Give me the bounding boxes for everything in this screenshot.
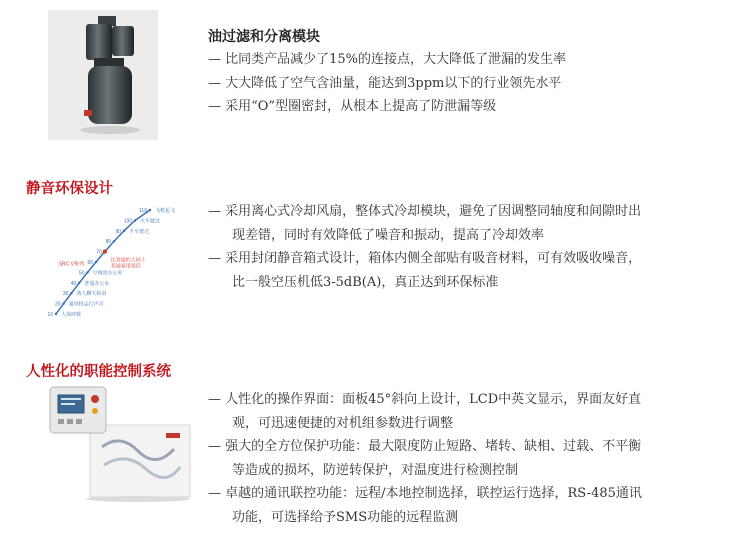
noise-point bbox=[86, 271, 88, 273]
noise-tick-note: 人体呼吸 bbox=[61, 312, 82, 318]
noise-tick-note: 通风机运行声音 bbox=[68, 301, 104, 308]
section1-title: 油过滤和分离模块 bbox=[208, 29, 320, 45]
oil-separator-photo bbox=[48, 10, 158, 140]
noise-point bbox=[70, 292, 72, 294]
noise-callout: 普通家用谈话 bbox=[110, 263, 141, 270]
noise-point bbox=[113, 240, 115, 242]
controller-photo bbox=[46, 385, 196, 505]
section3-bullet-cont: 观，可迅速便捷的对机组参数进行调整 bbox=[232, 415, 454, 431]
section2-bullet: — 采用封闭静音箱式设计，箱体内侧全部贴有吸音材料，可有效吸收噪音， bbox=[208, 251, 642, 266]
noise-tick-label: 10 bbox=[47, 312, 53, 318]
section2-title: 静音环保设计 bbox=[26, 181, 113, 197]
noise-tick-note: 典人聊天和浴 bbox=[76, 291, 107, 298]
section1-bullet: — 采用“O”型圈密封，从根本上提高了防泄漏等级 bbox=[208, 99, 497, 114]
section2-bullet: — 采用离心式冷却风扇，整体式冷却模块，避免了因调整同轴度和间隙时出 bbox=[208, 204, 642, 219]
noise-tick-note: 空调的办公室 bbox=[92, 270, 123, 277]
noise-point bbox=[95, 261, 97, 263]
noise-tick-note: 普通办公室 bbox=[84, 280, 110, 287]
noise-point bbox=[149, 209, 151, 211]
section3-bullet-cont: 等造成的损坏，防逆转保护，对温度进行检测控制 bbox=[232, 462, 519, 478]
section3-bullet: — 人性化的操作界面：面板45°斜向上设计，LCD中英文显示，界面友好直 bbox=[208, 392, 642, 407]
section1-bullet: — 比同类产品减少了15%的连接点，大大降低了泄漏的发生率 bbox=[208, 52, 567, 67]
noise-point bbox=[62, 302, 64, 304]
noise-tick-label: 70 bbox=[96, 249, 102, 256]
noise-level-chart bbox=[46, 202, 196, 324]
noise-point bbox=[134, 219, 136, 221]
noise-series-label: SRC V系列 bbox=[58, 261, 84, 268]
section2-bullet-cont: 比一般空压机低3-5dB(A)，真正达到环保标准 bbox=[232, 274, 499, 290]
noise-tick-label: 60 bbox=[87, 260, 93, 266]
section2-bullet-cont: 现差错，同时有效降低了噪音和振动，提高了冷却效率 bbox=[232, 227, 545, 243]
noise-tick-label: 30 bbox=[62, 291, 69, 298]
noise-tick-label: 80 bbox=[105, 239, 112, 246]
section3-bullet: — 强大的全方位保护功能：最大限度防止短路、堵转、缺相、过载、不平衡 bbox=[208, 439, 642, 454]
noise-tick-label: 90 bbox=[115, 228, 122, 235]
noise-highlight-point bbox=[103, 249, 107, 253]
noise-tick-note: 飞机起飞 bbox=[155, 208, 176, 214]
noise-tick-label: 110 bbox=[139, 208, 147, 214]
noise-tick-label: 40 bbox=[70, 280, 77, 287]
noise-tick-note: 火车驶过 bbox=[140, 218, 161, 225]
section3-bullet-cont: 功能，可选择给予SMS功能的远程监测 bbox=[232, 509, 459, 525]
noise-tick-label: 50 bbox=[78, 270, 85, 277]
noise-tick-label: 100 bbox=[123, 218, 133, 225]
section3-bullet: — 卓越的通讯联控功能：远程/本地控制选择，联控运行选择，RS-485通讯 bbox=[208, 486, 642, 501]
noise-point bbox=[123, 230, 125, 232]
noise-callout: 比普通的大同上 bbox=[110, 257, 146, 264]
noise-point bbox=[55, 313, 57, 315]
section3-title: 人性化的职能控制系统 bbox=[26, 364, 171, 380]
noise-tick-note: 卡车驶过 bbox=[129, 228, 150, 235]
noise-point bbox=[78, 282, 80, 284]
section1-bullet: — 大大降低了空气含油量，能达到3ppm以下的行业领先水平 bbox=[208, 75, 562, 91]
noise-tick-label: 20 bbox=[55, 301, 61, 308]
